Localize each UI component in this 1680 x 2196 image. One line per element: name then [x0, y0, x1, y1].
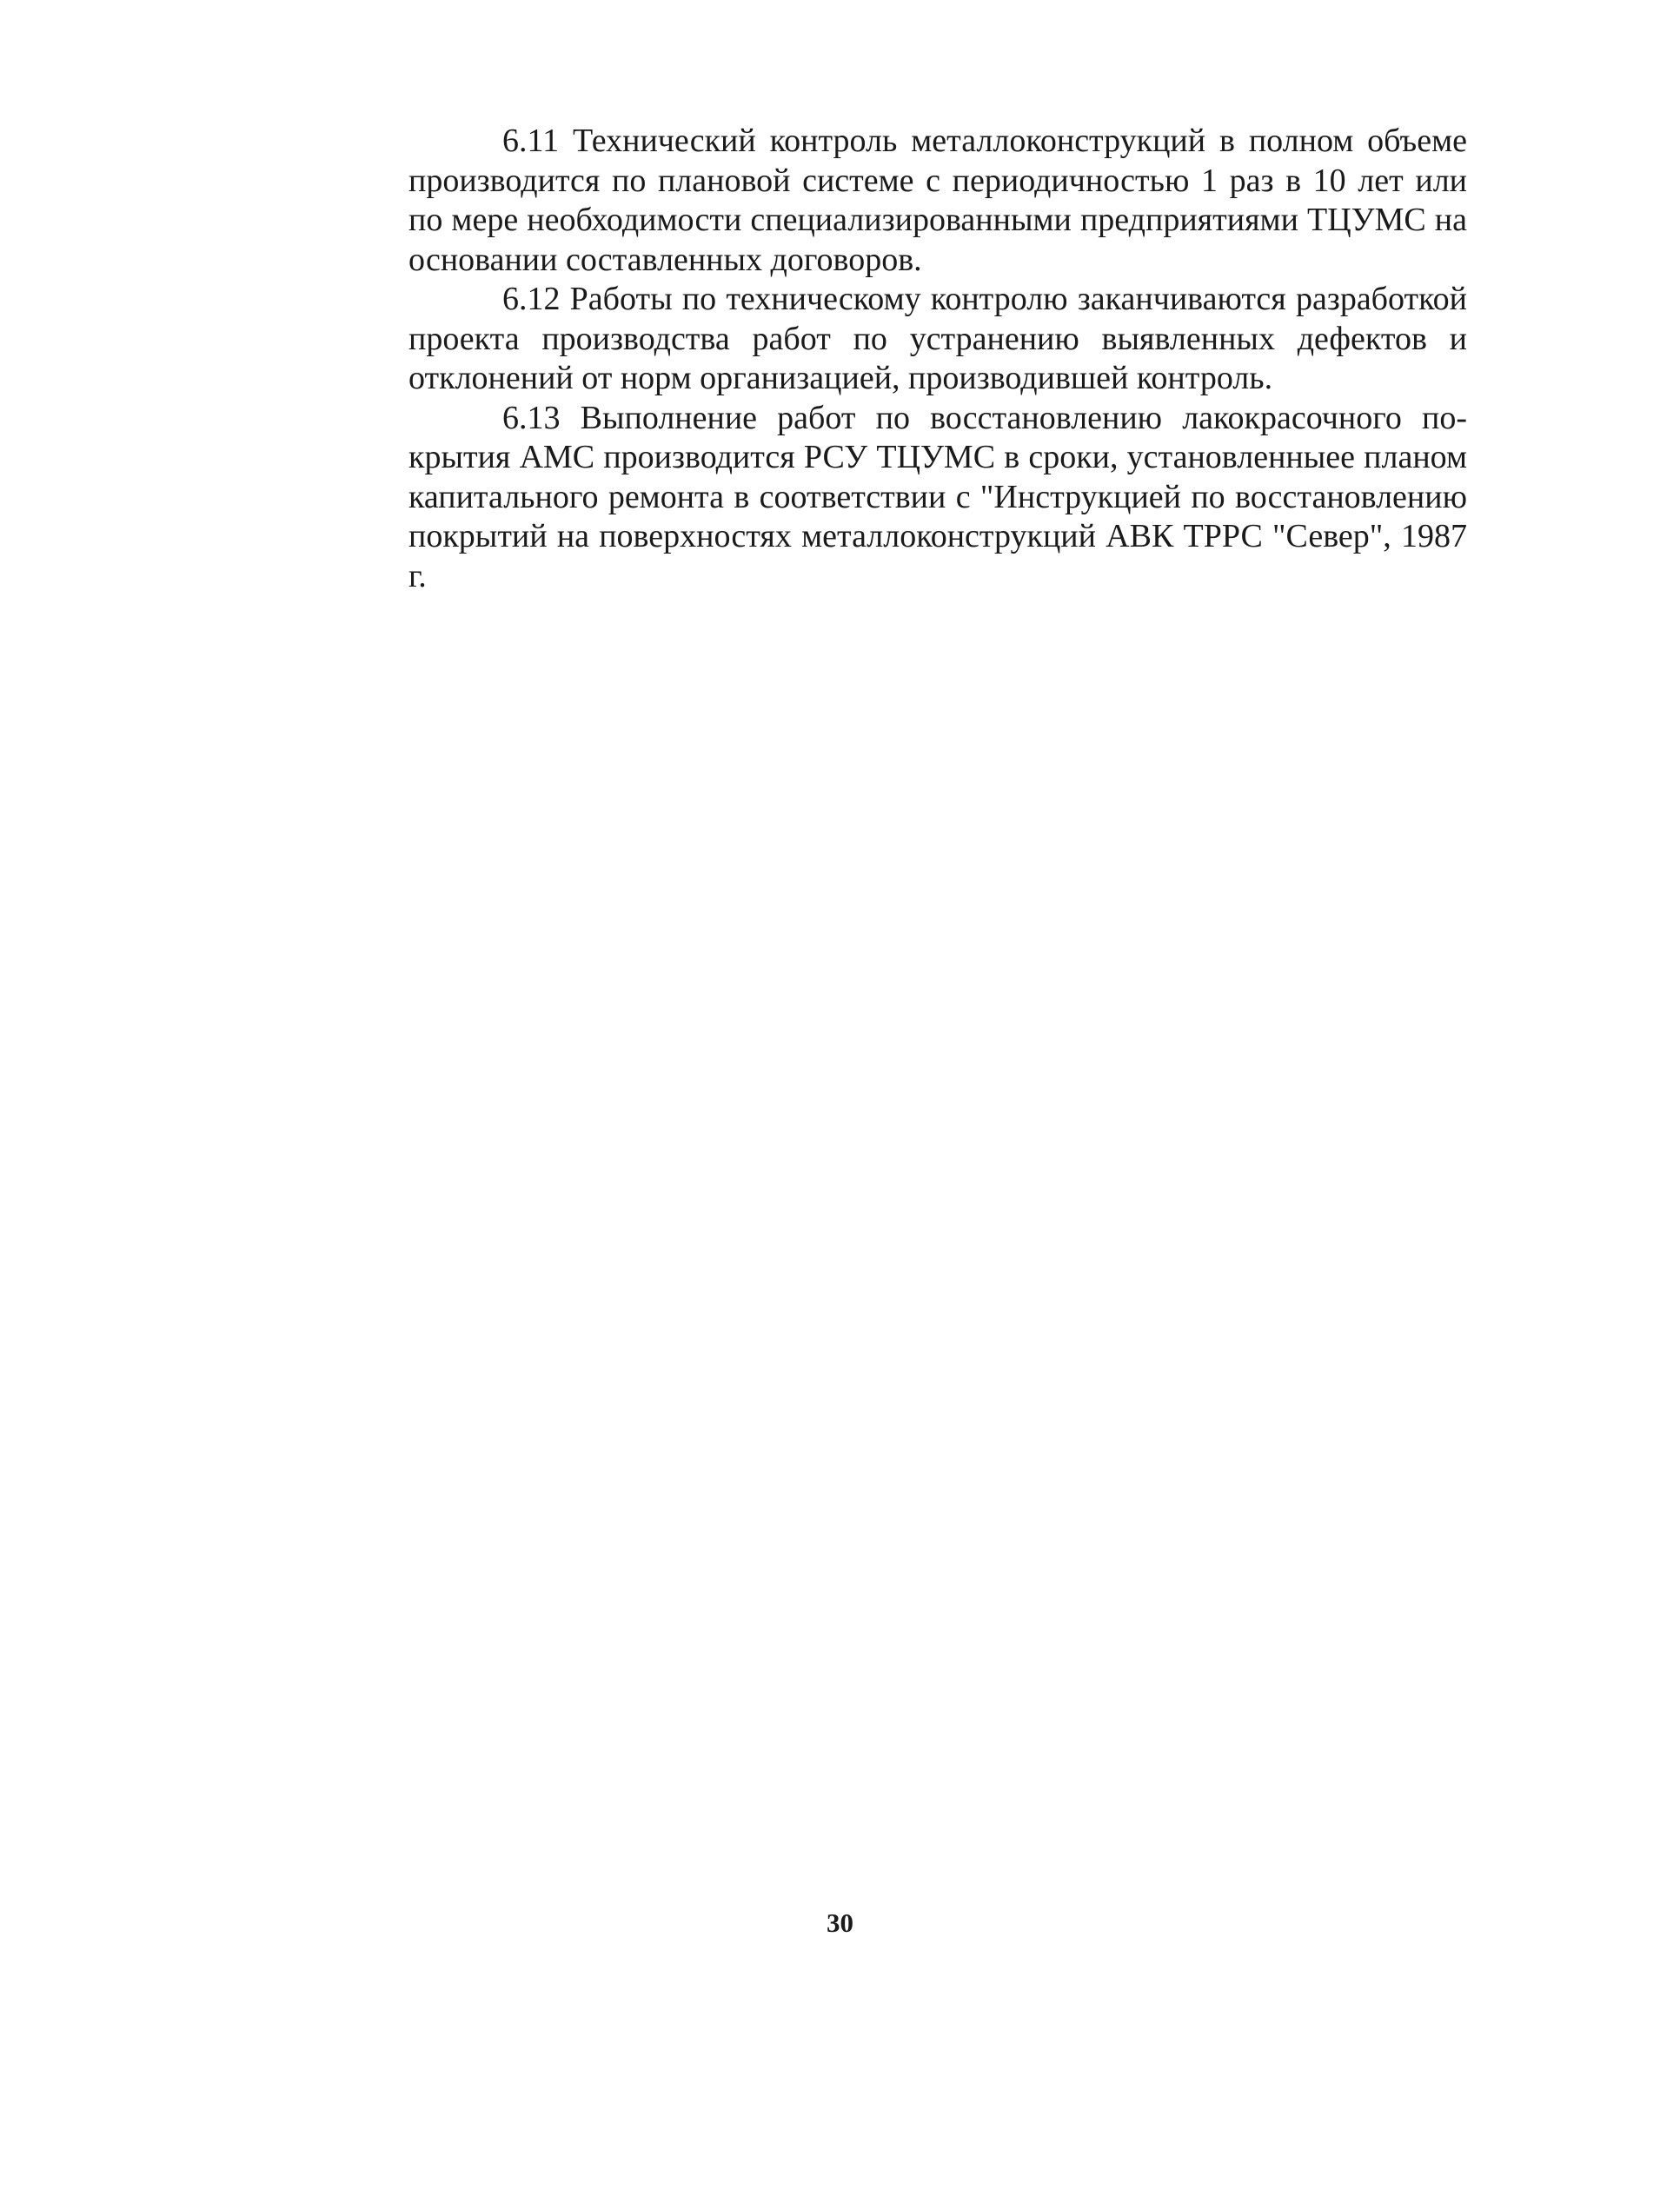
paragraph-6-12: 6.12 Работы по техническому контролю заканчиваются разработкой проекта производства работ по устранению выявленных дефектов и отклонений от норм организацией, производившей контроль. — [408, 281, 1467, 396]
page-number: 30 — [827, 1907, 853, 1938]
paragraph-6-11: 6.11 Технический контроль металлоконструкций в полном объеме производится по плановой системе с периодичностью 1 раз в 10 лет или по мере необходимости специализированными предприятиями ТЦУМС на основании составленных договоров. — [408, 123, 1467, 278]
paragraph-6-13: 6.13 Выполнение работ по восстановлению лакокрасочного покрытия АМС производится РСУ ТЦУМС в сроки, установленныее планом капитального ремонта в соответствии с "Инструкцией по восстановлению покрытий на поверхностях металлоконструкций АВК ТРРС "Север", 1987 г. — [408, 399, 1467, 594]
document-body — [408, 122, 1467, 596]
